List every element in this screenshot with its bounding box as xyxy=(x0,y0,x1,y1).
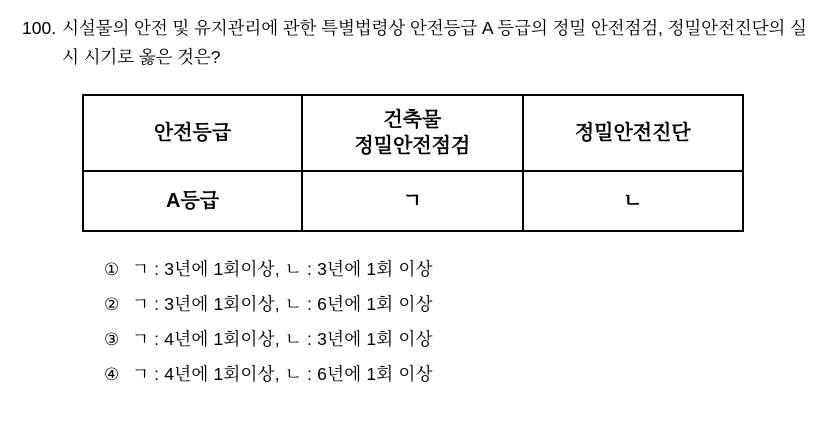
grade-table-container xyxy=(0,94,826,232)
choice-number-3: ③ xyxy=(104,330,120,349)
cell-grade-value: A등급 xyxy=(83,171,302,231)
choice-item-1[interactable] xyxy=(104,252,826,287)
header-grade-line1: 안전등급 xyxy=(153,122,232,144)
question-number: 100. xyxy=(22,18,57,38)
table-body xyxy=(83,171,743,231)
question-stem xyxy=(0,10,826,72)
cell-diagnosis-value: ㄴ xyxy=(523,171,743,231)
choice-number-4: ④ xyxy=(104,365,120,384)
choice-text-2: ㄱ : 3년에 1회이상, ㄴ : 6년에 1회 이상 xyxy=(132,294,433,314)
choice-number-2: ② xyxy=(104,295,120,314)
header-diagnosis-line1: 정밀안전진단 xyxy=(574,122,691,144)
choice-number-1: ① xyxy=(104,260,120,279)
header-cell-inspection xyxy=(302,95,522,171)
choice-text-4: ㄱ : 4년에 1회이상, ㄴ : 6년에 1회 이상 xyxy=(132,364,433,384)
header-cell-diagnosis xyxy=(523,95,743,171)
table-row xyxy=(83,171,743,231)
header-cell-grade xyxy=(83,95,302,171)
header-inspection-line1: 건축물 xyxy=(383,109,442,131)
header-inspection-line2: 정밀안전점검 xyxy=(354,135,471,157)
cell-inspection-value: ㄱ xyxy=(302,171,522,231)
choice-text-3: ㄱ : 4년에 1회이상, ㄴ : 3년에 1회 이상 xyxy=(132,329,433,349)
question-text: 시설물의 안전 및 유지관리에 관한 특별법령상 안전등급 A 등급의 정밀 안전점검, 정밀안전진단의 실시 시기로 옳은 것은? xyxy=(62,18,807,67)
table-header xyxy=(83,95,743,171)
table-header-row xyxy=(83,95,743,171)
choice-item-2[interactable] xyxy=(104,287,826,322)
grade-table xyxy=(82,94,744,232)
choice-item-3[interactable] xyxy=(104,322,826,357)
choice-text-1: ㄱ : 3년에 1회이상, ㄴ : 3년에 1회 이상 xyxy=(132,259,433,279)
choice-item-4[interactable] xyxy=(104,357,826,392)
choice-list xyxy=(0,252,826,392)
